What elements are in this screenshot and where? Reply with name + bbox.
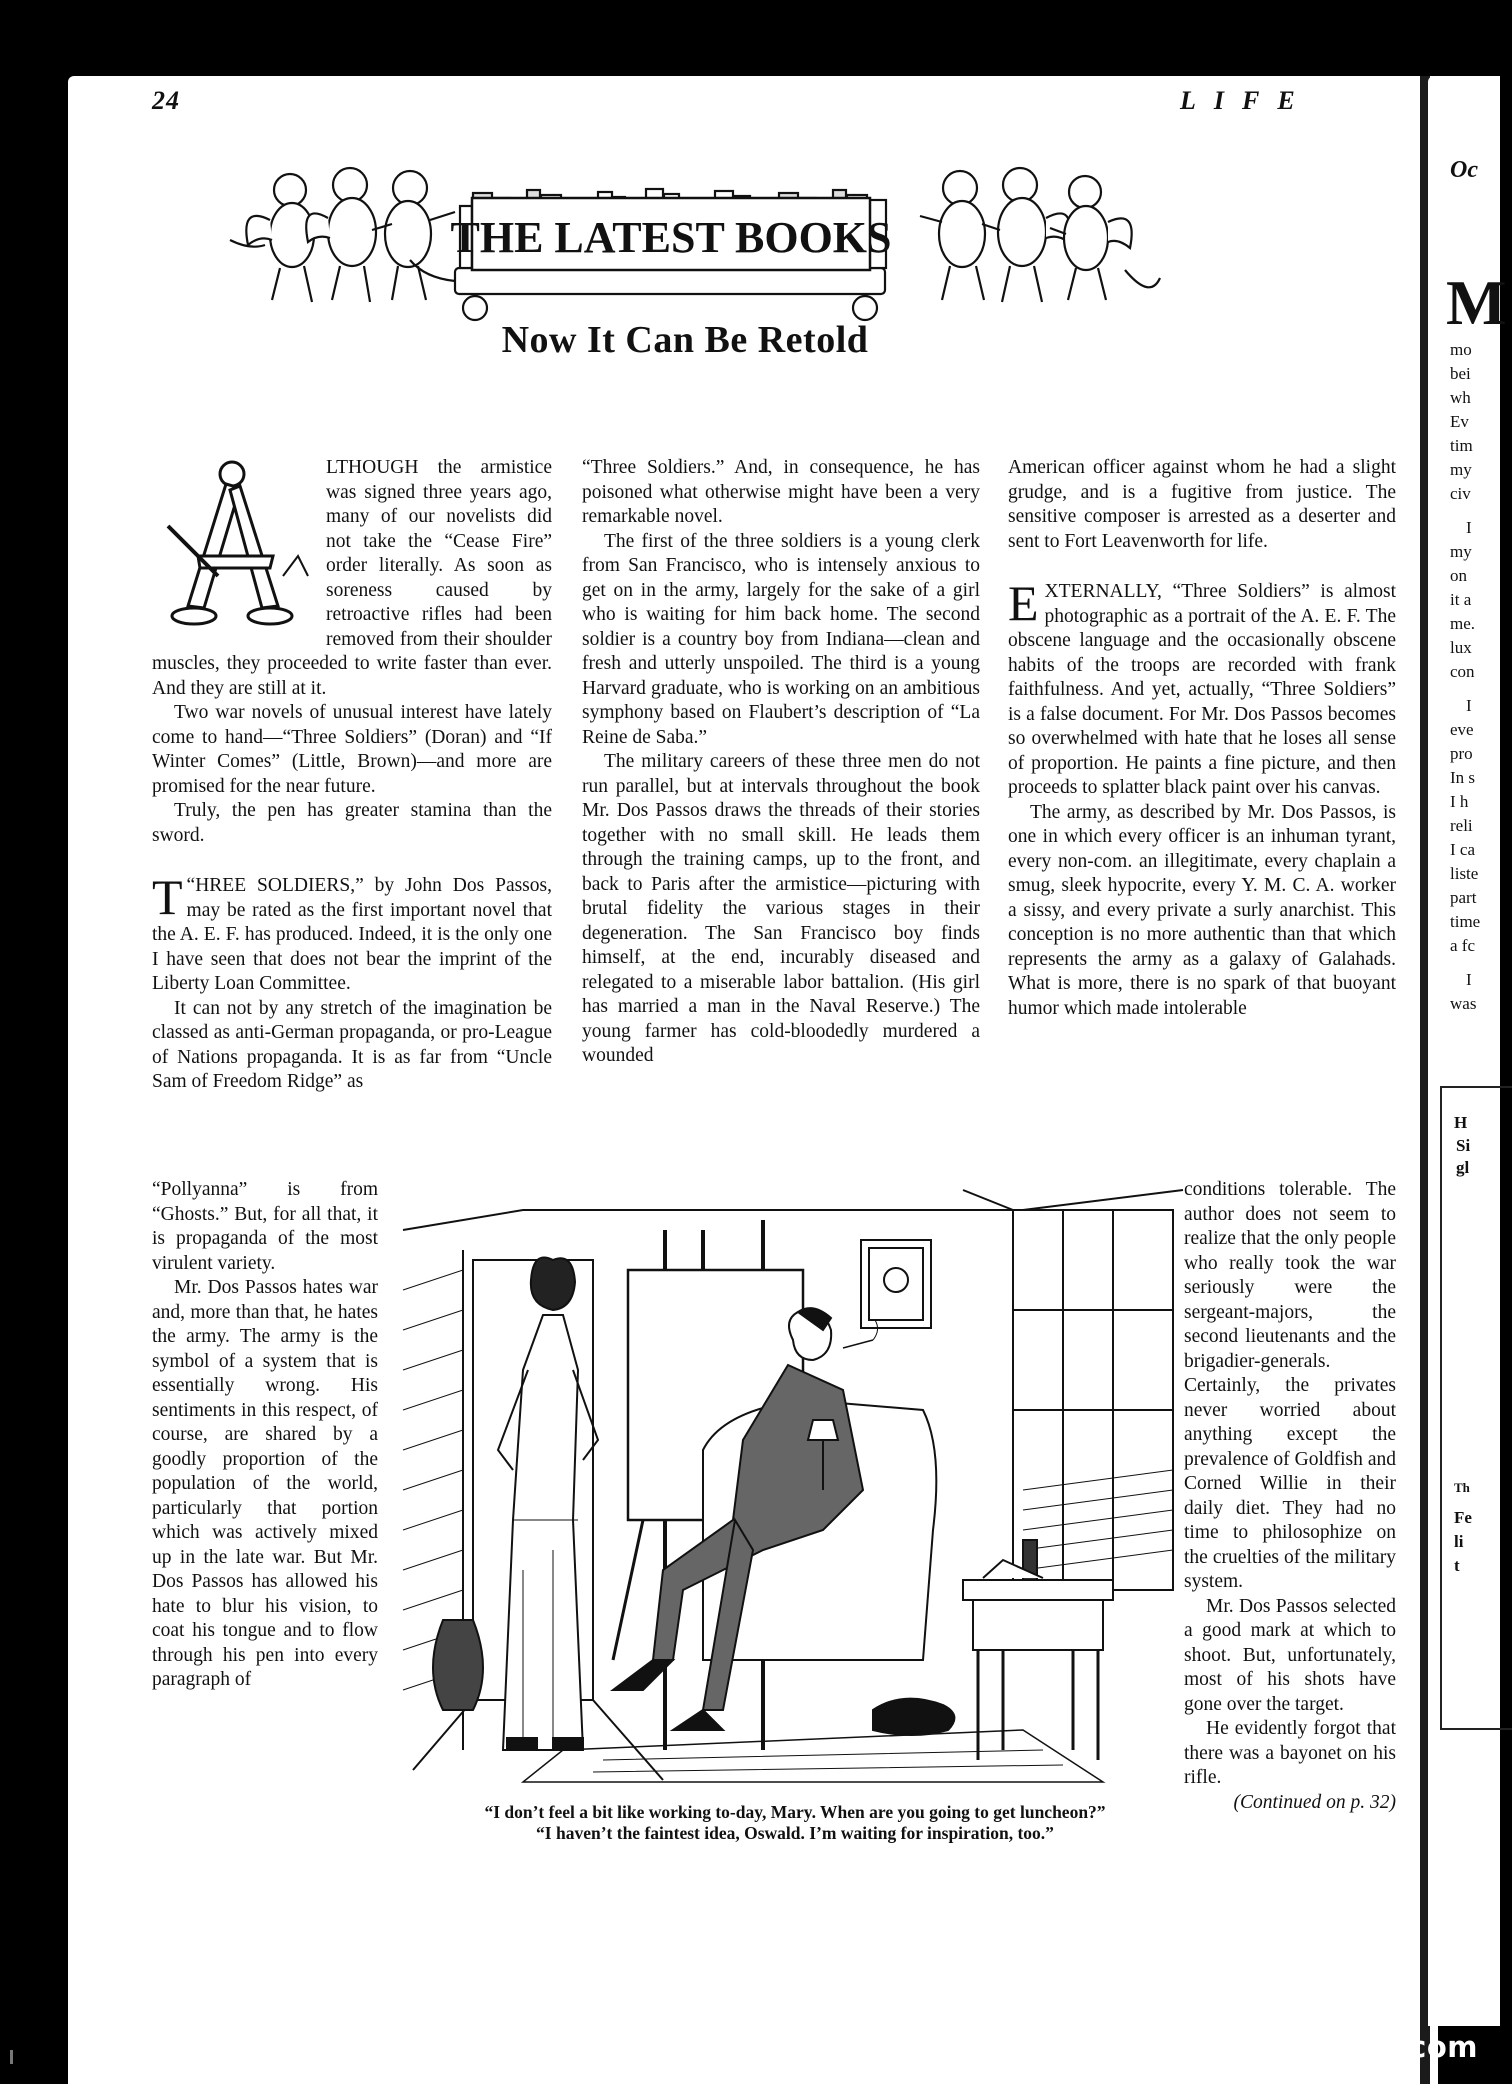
- facing-page-header: Oc: [1450, 157, 1478, 183]
- facing-page-line: it a: [1450, 590, 1472, 609]
- continued-note: (Continued on p. 32): [1233, 1791, 1396, 1813]
- decorative-initial-a: [148, 456, 318, 634]
- illustration-caption: [410, 1802, 1180, 1844]
- paragraph: “Three Soldiers.” And, in consequence, he has poisoned what otherwise might have been a very remarkable novel.: [582, 457, 980, 527]
- facing-page-line: I h: [1450, 792, 1469, 811]
- facing-page-line: reli: [1450, 816, 1473, 835]
- facing-page-line: civ: [1450, 484, 1471, 503]
- paragraph: He evidently forgot that there was a bayonet on his rifle.: [1184, 1718, 1396, 1788]
- facing-page-line: lux: [1450, 638, 1472, 657]
- facing-page-line: eve: [1450, 720, 1474, 739]
- right-cherubs-illustration: [920, 168, 1160, 302]
- column-3-narrow: [1184, 1178, 1396, 1815]
- facing-box-line: Si: [1456, 1136, 1471, 1155]
- facing-page-line: I: [1466, 518, 1472, 537]
- facing-page-line: my: [1450, 460, 1472, 479]
- facing-page-line: time: [1450, 912, 1481, 931]
- book-cart: [455, 268, 885, 294]
- scan-edge-mark: [10, 2050, 13, 2064]
- paragraph: The army, as described by Mr. Dos Passos, is one in which every officer is an inhuman tyrant, every non-com. an illegitimate, every chaplain a smug, sleek hypocrite, every Y. M. C. A. worker a sissy, and every private a surly anarchist. This conception is no more authentic than that which represents the army as a galaxy of Galahads. What is more, there is no spark of that buoyant humor which made intolerable: [1008, 801, 1396, 1019]
- facing-page-line: bei: [1450, 364, 1471, 383]
- studio-illustration: [403, 1190, 1183, 1782]
- running-title: LIFE: [1180, 86, 1313, 115]
- paragraph: American officer against whom he had a slight grudge, and is a fugitive from justice. The sensitive composer is arrested as a deserter and sent to Fort Leavenworth for life.: [1008, 457, 1396, 552]
- column-3: [1008, 456, 1396, 1021]
- cat: [873, 1699, 954, 1735]
- woman-figure: [498, 1258, 598, 1751]
- column-1: [152, 456, 552, 1095]
- paragraph: Mr. Dos Passos selected a good mark at which to shoot. But, unfortunately, most of his shots have gone over the target.: [1184, 1595, 1396, 1715]
- facing-box-line: t: [1454, 1556, 1460, 1575]
- column-1-narrow: [152, 1178, 378, 1693]
- facing-page-line: Ev: [1450, 412, 1469, 431]
- paragraph-with-initial: “ T HREE SOLDIERS,” by John Dos Passos, may be rated as the first important novel that the A. E. F. has produced. Indeed, it is the only one I have seen that does not bear the imprint of the Liberty Loan Committee.: [152, 869, 552, 994]
- banner-title: THE LATEST BOOKS: [450, 213, 892, 262]
- facing-box-line: Fe: [1454, 1508, 1472, 1527]
- left-cherubs-illustration: [230, 168, 455, 302]
- page-number: 24: [152, 86, 180, 115]
- rug: [523, 1730, 1103, 1782]
- column-2: [582, 456, 980, 1069]
- facing-page-line: I: [1466, 970, 1472, 989]
- paragraph: Mr. Dos Passos hates war and, more than that, he hates the army. The army is the symbol of a system that is essentially wrong. His sentiments in this respect, of course, are shared by a goodly proportion of the population of the world, particularly that portion which was actively mixed up in the late war. But Mr. Dos Passos has allowed his hate to blur his vision, to coat his tongue and to flow through his pen into every paragraph of: [152, 1277, 378, 1690]
- facing-page-line: was: [1450, 994, 1477, 1013]
- facing-page-line: wh: [1450, 388, 1471, 407]
- vase: [433, 1620, 483, 1710]
- paragraph: Two war novels of unusual interest have lately come to hand—“Three Soldiers” (Doran) and “If Winter Comes” (Little, Brown)—and more are promised for the near future.: [152, 702, 552, 797]
- cart-wheel-right: [853, 296, 877, 320]
- paragraph: “Pollyanna” is from “Ghosts.” But, for all that, it is propaganda of the most virulent variety.: [152, 1179, 378, 1274]
- facing-page-line: con: [1450, 662, 1475, 681]
- paragraph-with-initial: EXTERNALLY, “Three Soldiers” is almost photographic as a portrait of the A. E. F. The obscene language and the occasionally obscene habits of the troops are recorded with frank faithfulness. And yet, actually, “Three Soldiers” is a false document. For Mr. Dos Passos becomes so overwhelmed with hate that he loses all sense of proportion. He paints a fine picture, and then proceeds to splatter black paint over his canvas.: [1008, 575, 1396, 798]
- facing-page-line: I ca: [1450, 840, 1476, 859]
- caption-line-2: “I haven’t the faintest idea, Oswald. I’m waiting for inspiration, too.”: [536, 1823, 1054, 1843]
- paragraph: Truly, the pen has greater stamina than the sword.: [152, 800, 552, 846]
- watermark: comicbooks.com: [1201, 2030, 1478, 2064]
- side-table: [963, 1540, 1113, 1760]
- facing-page-box: [1440, 1086, 1512, 1730]
- facing-page: [1428, 76, 1507, 2026]
- facing-page-line: In s: [1450, 768, 1476, 787]
- facing-page-line: part: [1450, 888, 1477, 907]
- paragraph: conditions tolerable. The author does not seem to realize that the only people who really took the war seriously were the sergeant-majors, the second lieutenants and the brigadier-generals. Certainly, the privates never worried about anything except the prevalence of Goldfish and Corned Willie in their daily diet. They had no time to philosophize on the cruelties of the military system.: [1184, 1179, 1396, 1592]
- facing-box-line: Th: [1454, 1480, 1470, 1495]
- facing-page-dropcap: M: [1446, 267, 1507, 338]
- paragraph: It can not by any stretch of the imagination be classed as anti-German propaganda, or pro-League of Nations propaganda. It is as far from “Uncle Sam of Freedom Ridge” as: [152, 997, 552, 1092]
- caption-line-1: “I don’t feel a bit like working to-day, Mary. When are you going to get luncheon?”: [484, 1802, 1106, 1822]
- facing-box-line: li: [1454, 1532, 1464, 1551]
- cart-wheel-left: [463, 296, 487, 320]
- facing-page-line: on: [1450, 566, 1467, 585]
- article-title: Now It Can Be Retold: [501, 319, 869, 361]
- initial-t: T: [152, 869, 183, 925]
- facing-page-line: pro: [1450, 744, 1473, 763]
- initial-e: E: [1008, 575, 1039, 631]
- facing-page-line: me.: [1450, 614, 1476, 633]
- paragraph: The military careers of these three men do not run parallel, but at intervals throughout the book Mr. Dos Passos draws the threads of their stories together with no small skill. He leads them through the training camps, up to the front, and back to Paris after the armistice—picturing with brutal fidelity the various stages in their degeneration. The San Francisco boy finds himself, at the end, incurably diseased and relegated to a miserable labor battalion. (His girl has married a man in the Naval Reserve.) The young farmer has cold-bloodedly murdered a wounded: [582, 751, 980, 1066]
- facing-page-line: mo: [1450, 340, 1472, 359]
- framed-picture: [861, 1240, 931, 1328]
- facing-page-line: liste: [1450, 864, 1479, 883]
- open-quote: “: [186, 875, 196, 896]
- paragraph: LTHOUGH the armistice was signed three years ago, many of our novelists did not take the “Cease Fire” order literally. As soon as soreness caused by retroactive rifles had been removed from their shoulder muscles, they proceeded to write faster than ever. And they are still at it.: [152, 457, 552, 699]
- facing-page-line: a fc: [1450, 936, 1476, 955]
- paragraph: The first of the three soldiers is a young clerk from San Francisco, who is intensely anxious to get on in the army, largely for the sake of a girl who is waiting for him back home. The second soldier is a country boy from Indiana—clean and fresh and utterly unspoiled. The third is a young Harvard graduate, who is working on an ambitious symphony based on Flaubert’s description of “La Reine de Saba.”: [582, 530, 980, 748]
- facing-page-line: my: [1450, 542, 1472, 561]
- facing-page-line: tim: [1450, 436, 1473, 455]
- facing-box-line: H: [1454, 1113, 1468, 1132]
- facing-box-line: gl: [1456, 1158, 1470, 1177]
- facing-page-line: I: [1466, 696, 1472, 715]
